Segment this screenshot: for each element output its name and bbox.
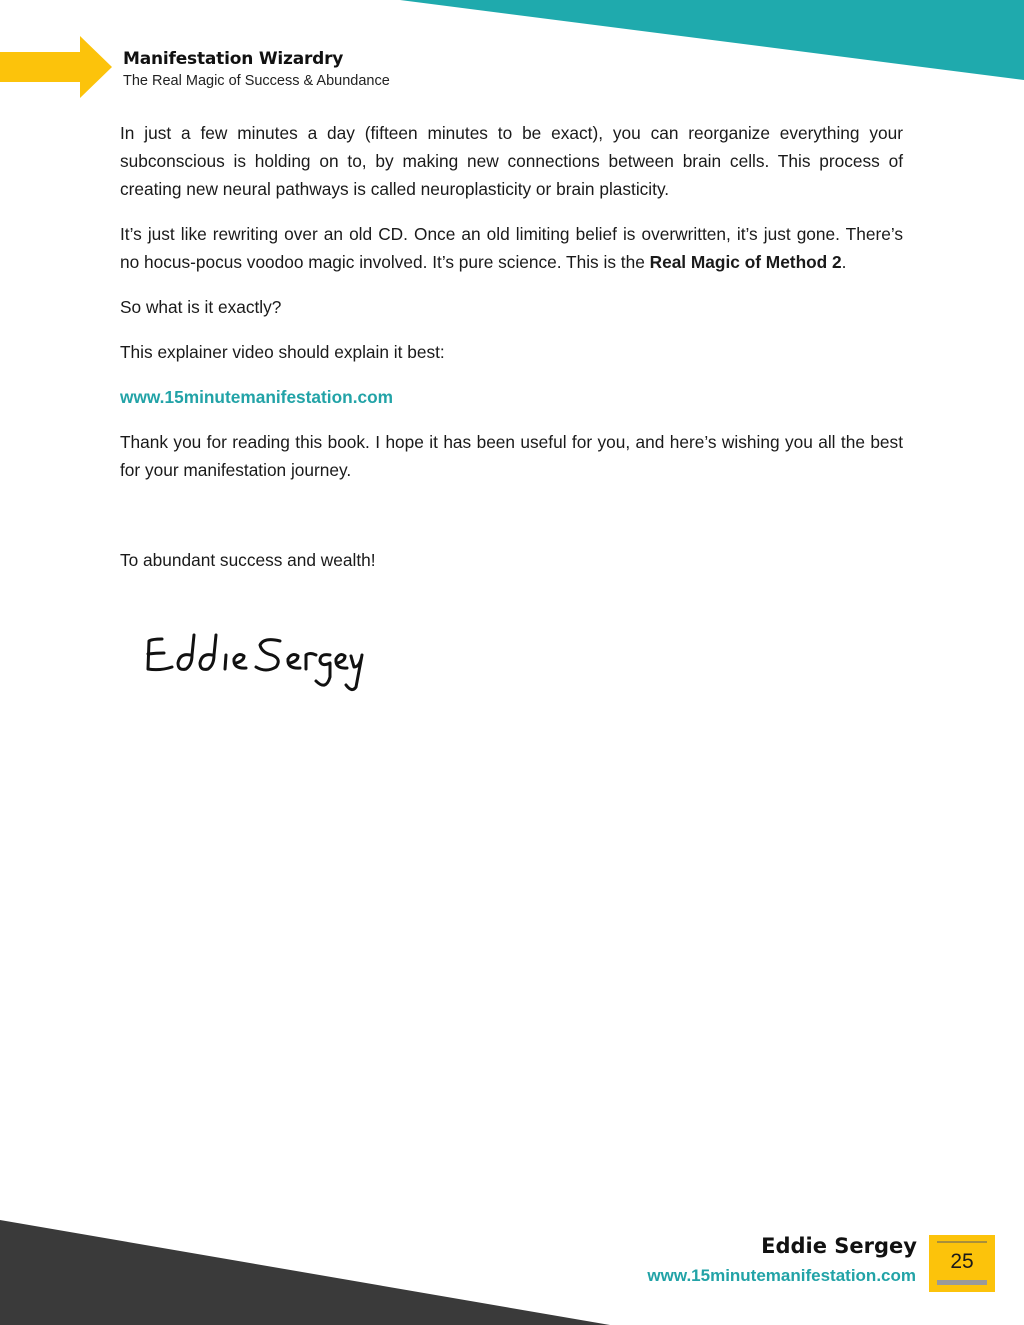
page-number: 25 [950,1250,974,1273]
paragraph-question: So what is it exactly? [120,297,282,317]
signature-image [140,625,370,697]
document-header [123,48,390,91]
paragraph-neuroplasticity: In just a few minutes a day (fifteen minutes to be exact), you can reorganize everything your subconscious is holding on to, by making new connections between brain cells. This process of creating new neural pathways is called neuroplasticity or brain plasticity. [120,123,903,199]
paragraph-cd-analogy-text: It’s just like rewriting over an old CD. Once an old limiting belief is overwritten, it’s just gone. There’s no hocus-pocus voodoo magic involved. It’s pure science. This is the [120,224,903,272]
document-title: Manifestation Wizardry [123,49,344,69]
footer-website-link[interactable]: www.15minutemanifestation.com [647,1266,916,1285]
page-number-bottom-bar [937,1280,987,1285]
paragraph-cd-analogy-end: . [841,252,847,272]
paragraph-video-intro: This explainer video should explain it best: [120,342,445,362]
page-number-badge [929,1235,995,1292]
paragraph-thank-you: Thank you for reading this book. I hope it has been useful for you, and here’s wishing you all the best for your manifestation journey. [120,432,903,480]
method-2-emphasis: Real Magic of Method 2 [649,252,842,272]
page-number-top-bar [937,1241,987,1243]
top-teal-band [400,0,1024,80]
header-arrow-icon [0,36,112,98]
website-link[interactable]: www.15minutemanifestation.com [120,387,394,407]
page-body [120,119,903,591]
paragraph-cd-analogy [120,220,903,276]
closing-line: To abundant success and wealth! [120,550,376,570]
document-subtitle: The Real Magic of Success & Abundance [123,73,390,89]
footer-author-name: Eddie Sergey [761,1234,917,1258]
bottom-dark-band [0,1220,610,1325]
